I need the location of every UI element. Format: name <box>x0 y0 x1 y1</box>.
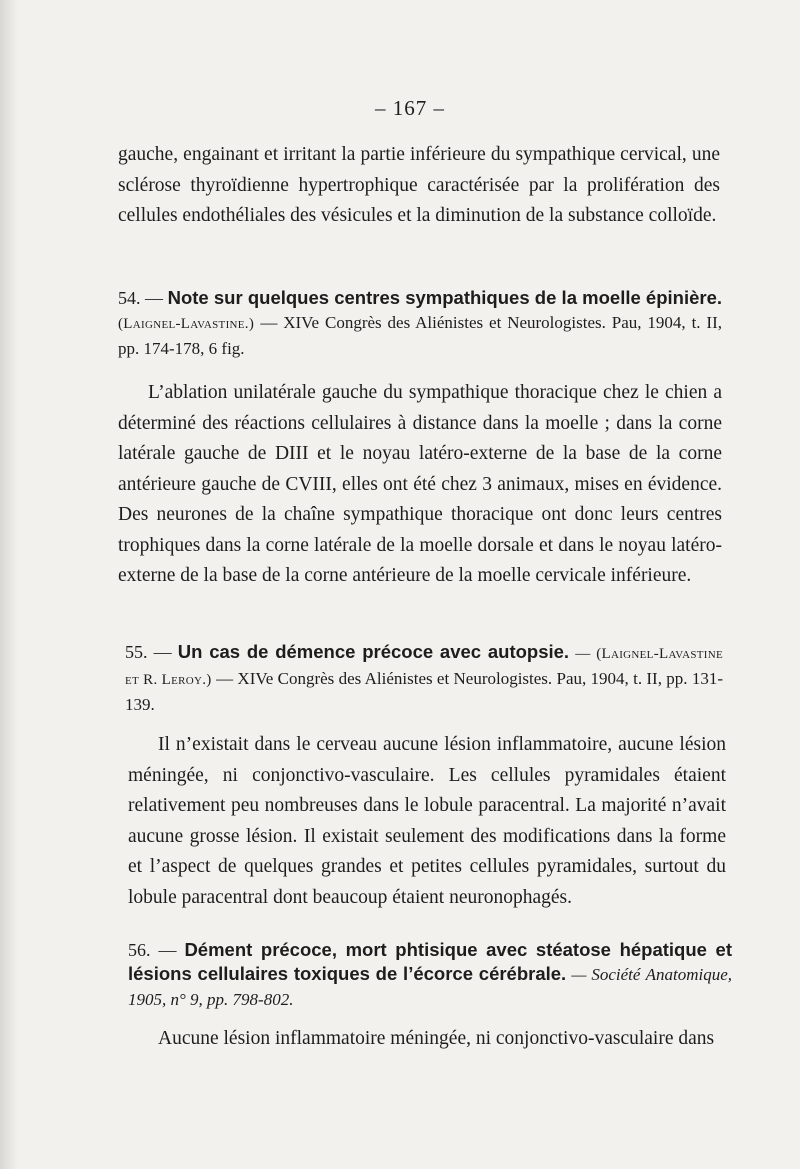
entry-56-header <box>128 938 732 1012</box>
entry-55-body-text: Il n’existait dans le cerveau aucune lésion inflammatoire, aucune lésion méningée, ni conjonctivo-vasculaire. Les cellules pyramidales étaient relativement peu nombreuses dans le lobule paracentral. La majorité n’avait aucune grosse lésion. Il existait seulement des modifications dans la forme et l’aspect de quelques grandes et petites cellules pyramidales, surtout du lobule paracentral dont beaucoup étaient neuronophagés. <box>128 734 726 908</box>
intro-paragraph-text: gauche, engainant et irritant la partie inférieure du sympathique cervical, une sclérose thyroïdienne hypertrophique caractérisée par la prolifération des cellules endothéliales des vésicules et la diminution de la substance colloïde. <box>118 144 720 226</box>
entry-56-title: Dément précoce, mort phtisique avec stéatose hépatique et lésions cellulaires toxiques de l’écorce cérébrale. <box>128 939 733 984</box>
intro-paragraph <box>118 140 720 232</box>
entry-54-body-text: L’ablation unilatérale gauche du sympathique thoracique chez le chien a déterminé des réactions cellulaires à distance dans la moelle ; dans la corne latérale gauche de DIII et le noyau latéro-externe de la base de la corne antérieure gauche de CVIII, elles ont été chez 3 animaux, mises en évidence. Des neurones de la chaîne sympathique thoracique ont donc leurs centres trophiques dans la corne latérale de la moelle dorsale et dans le noyau latéro-externe de la base de la corne antérieure de la moelle cervicale inférieure. <box>118 382 722 586</box>
entry-56-body-text: Aucune lésion inflammatoire méningée, ni conjonctivo-vasculaire dans <box>158 1028 715 1049</box>
entry-54-title: Note sur quelques centres sympathiques de la moelle épinière. <box>167 287 723 308</box>
page-number: – 167 – <box>375 96 445 120</box>
entry-54-reference: — XIVe Congrès des Aliénistes et Neurologistes. Pau, 1904, t. II, pp. 174-178, 6 fig. <box>118 313 723 358</box>
entry-54-header <box>118 286 722 361</box>
entry-54-number: 54. — <box>118 288 164 308</box>
entry-54-body <box>118 378 722 592</box>
entry-55-title: Un cas de démence précoce avec autopsie. <box>177 641 570 662</box>
entry-55-authors: — (Laignel-Lavastine et R. Leroy.) <box>125 646 724 688</box>
entry-56-body <box>128 1024 732 1055</box>
entry-56-reference: Anatomique, 1905, n° 9, pp. 798-802. <box>128 965 733 1009</box>
entry-55-body <box>128 730 726 913</box>
entry-55-reference: — XIVe Congrès des Aliénistes et Neurologistes. Pau, 1904, t. II, pp. 131-139. <box>125 669 723 714</box>
entry-56-authors: — Société <box>571 965 641 984</box>
entry-55-number: 55. — <box>125 642 172 662</box>
entry-54-authors: (Laignel-Lavastine.) <box>118 316 255 332</box>
entry-56-number: 56. — <box>128 940 177 960</box>
page-edge-shadow <box>0 0 18 1169</box>
entry-55-header <box>125 640 723 717</box>
